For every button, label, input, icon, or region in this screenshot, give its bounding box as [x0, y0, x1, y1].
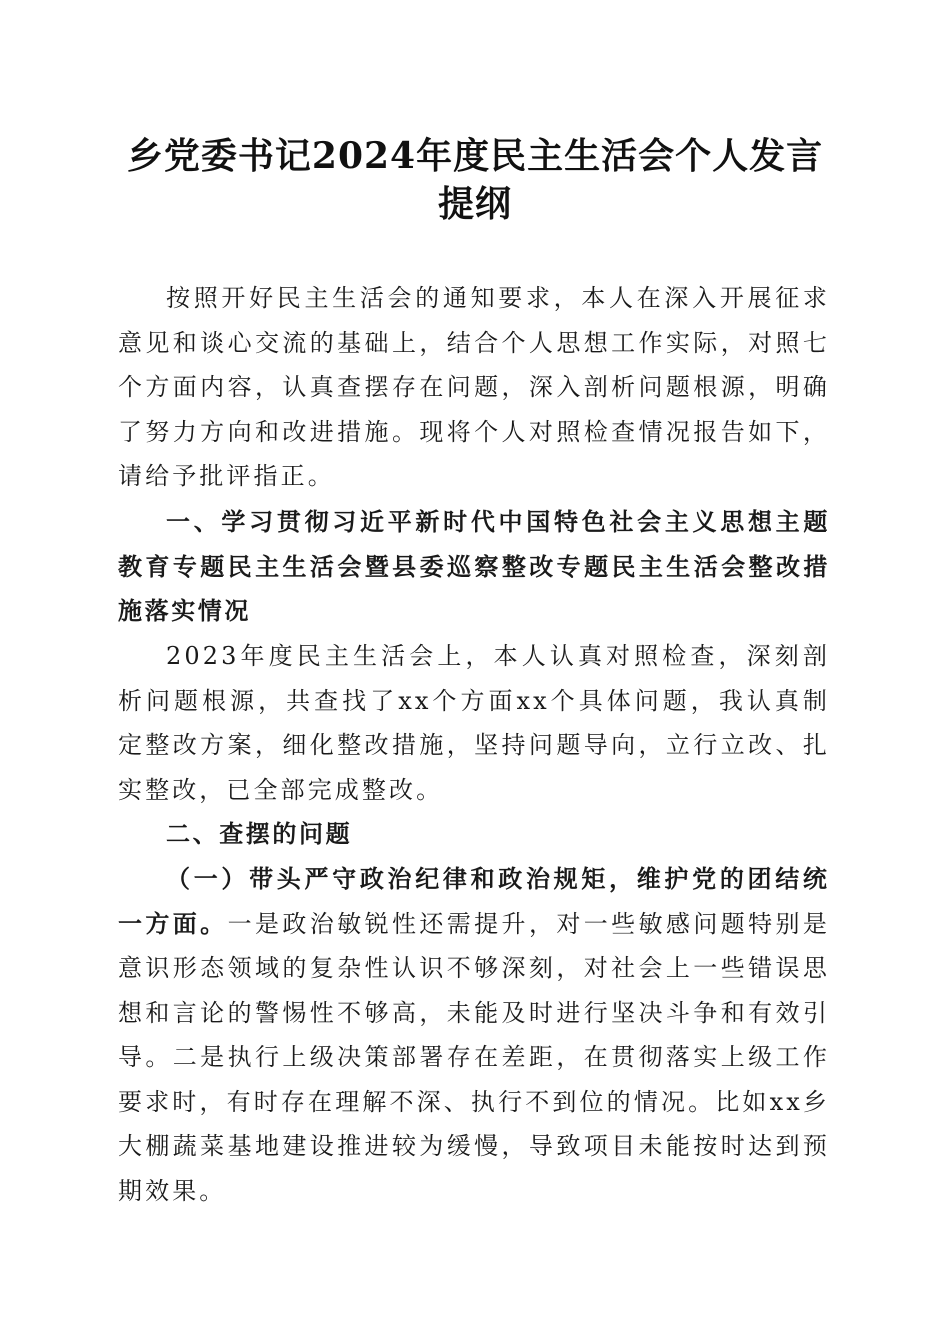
section-one-body: 2023年度民主生活会上，本人认真对照检查，深刻剖析问题根源，共查找了xx个方面xx个具体问题，我认真制定整改方案，细化整改措施，坚持问题导向，立行立改、扎实整改，已全部完成整改。 — [118, 642, 830, 804]
item-one-paragraph — [118, 857, 830, 1213]
section-one-heading: 一、学习贯彻习近平新时代中国特色社会主义思想主题教育专题民主生活会暨县委巡察整改专题民主生活会整改措施落实情况 — [118, 508, 830, 625]
item-one-body: 一是政治敏锐性还需提升，对一些敏感问题特别是意识形态领域的复杂性认识不够深刻，对社会上一些错误思想和言论的警惕性不够高，未能及时进行坚决斗争和有效引导。二是执行上级决策部署存在差距，在贯彻落实上级工作要求时，有时存在理解不深、执行不到位的情况。比如xx乡大棚蔬菜基地建设推进较为缓慢，导致项目未能按时达到预期效果。 — [118, 909, 830, 1205]
item-one-heading: （一）带头严守政治纪律和政治规矩，维护党的团结统一方面。 — [118, 864, 830, 938]
section-two-heading: 二、查摆的问题 — [166, 820, 353, 848]
intro-paragraph: 按照开好民主生活会的通知要求，本人在深入开展征求意见和谈心交流的基础上，结合个人思想工作实际，对照七个方面内容，认真查摆存在问题，深入剖析问题根源，明确了努力方向和改进措施。现将个人对照检查情况报告如下，请给予批评指正。 — [118, 284, 830, 490]
document-title: 乡党委书记2024年度民主生活会个人发言提纲 — [126, 135, 824, 225]
